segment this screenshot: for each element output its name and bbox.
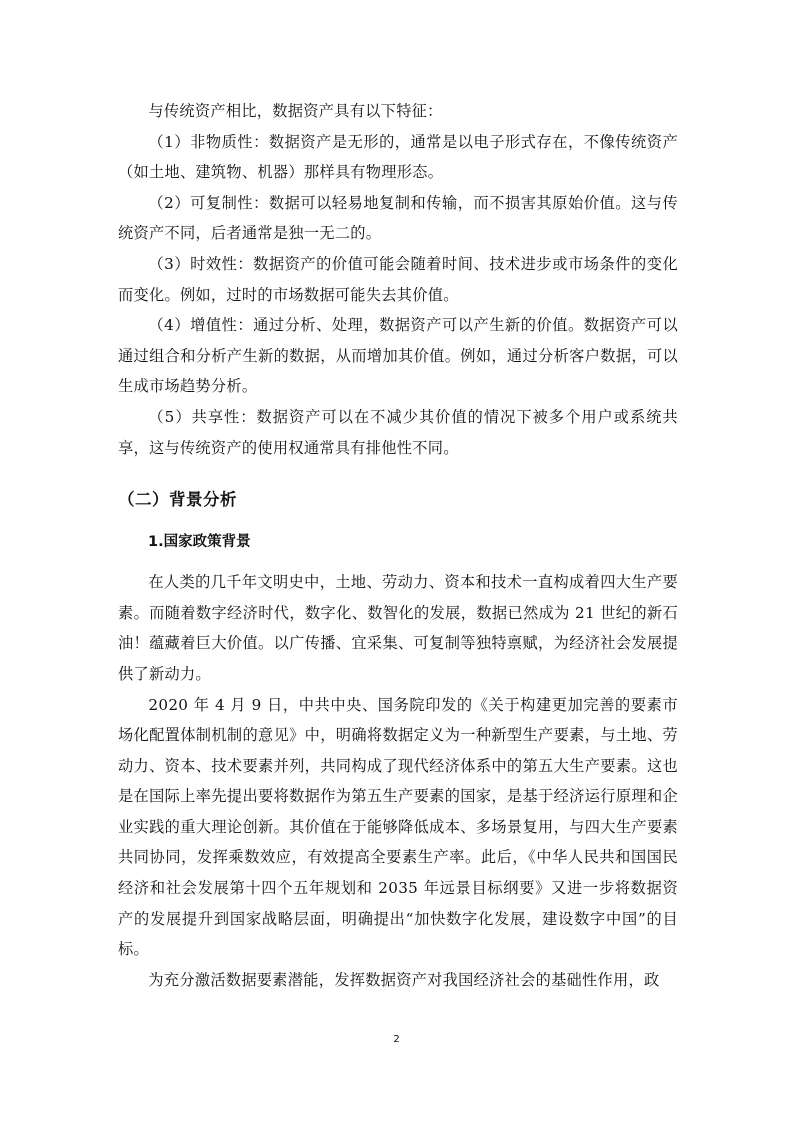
paragraph-intro: 与传统资产相比，数据资产具有以下特征： <box>148 102 443 120</box>
paragraph-feature-3: （3）时效性：数据资产的价值可能会随着时间、技术进步或市场条件的变化而变化。例如，过时的市场数据可能失去其价值。 <box>118 254 678 304</box>
page-number: 2 <box>393 1034 400 1045</box>
paragraph-background-2: 2020 年 4 月 9 日，中共中央、国务院印发的《关于构建更加完善的要素市场化配置体制机制的意见》中，明确将数据定义为一种新型生产要素，与土地、劳动力、资本、技术要素并列，共同构成了现代经济体系中的第五大生产要素。这也是在国际上率先提出要将数据作为第五生产要素的国家，是基于经济运行原理和企业实践的重大理论创新。其价值在于能够降低成本、多场景复用，与四大生产要素共同协同，发挥乘数效应，有效提高全要素生产率。此后，《中华人民共和国国民经济和社会发展第十四个五年规划和 2035 年远景目标纲要》又进一步将数据资产的发展提升到国家战略层面，明确提出“加快数字化发展，建设数字中国”的目标。 <box>118 695 678 959</box>
paragraph-feature-1: （1）非物质性：数据资产是无形的，通常是以电子形式存在，不像传统资产（如土地、建筑物、机器）那样具有物理形态。 <box>118 132 678 182</box>
paragraph-background-1: 在人类的几千年文明史中，土地、劳动力、资本和技术一直构成着四大生产要素。而随着数字经济时代，数字化、数智化的发展，数据已然成为 21 世纪的新石油！蕴藏着巨大价值。以广传播、宜采集、可复制等独特禀赋，为经济社会发展提供了新动力。 <box>118 573 678 683</box>
paragraph-feature-5: （5）共享性：数据资产可以在不减少其价值的情况下被多个用户或系统共享，这与传统资产的使用权通常具有排他性不同。 <box>118 407 678 457</box>
paragraph-feature-4: （4）增值性：通过分析、处理，数据资产可以产生新的价值。数据资产可以通过组合和分析产生新的数据，从而增加其价值。例如，通过分析客户数据，可以生成市场趋势分析。 <box>118 316 678 396</box>
subsection-heading: 1.国家政策背景 <box>148 534 251 551</box>
document-body <box>118 96 678 995</box>
paragraph-feature-2: （2）可复制性：数据可以轻易地复制和传输，而不损害其原始价值。这与传统资产不同，后者通常是独一无二的。 <box>118 193 678 243</box>
section-heading: （二）背景分析 <box>118 490 237 510</box>
paragraph-background-3: 为充分激活数据要素潜能，发挥数据资产对我国经济社会的基础性作用，政 <box>148 970 660 989</box>
